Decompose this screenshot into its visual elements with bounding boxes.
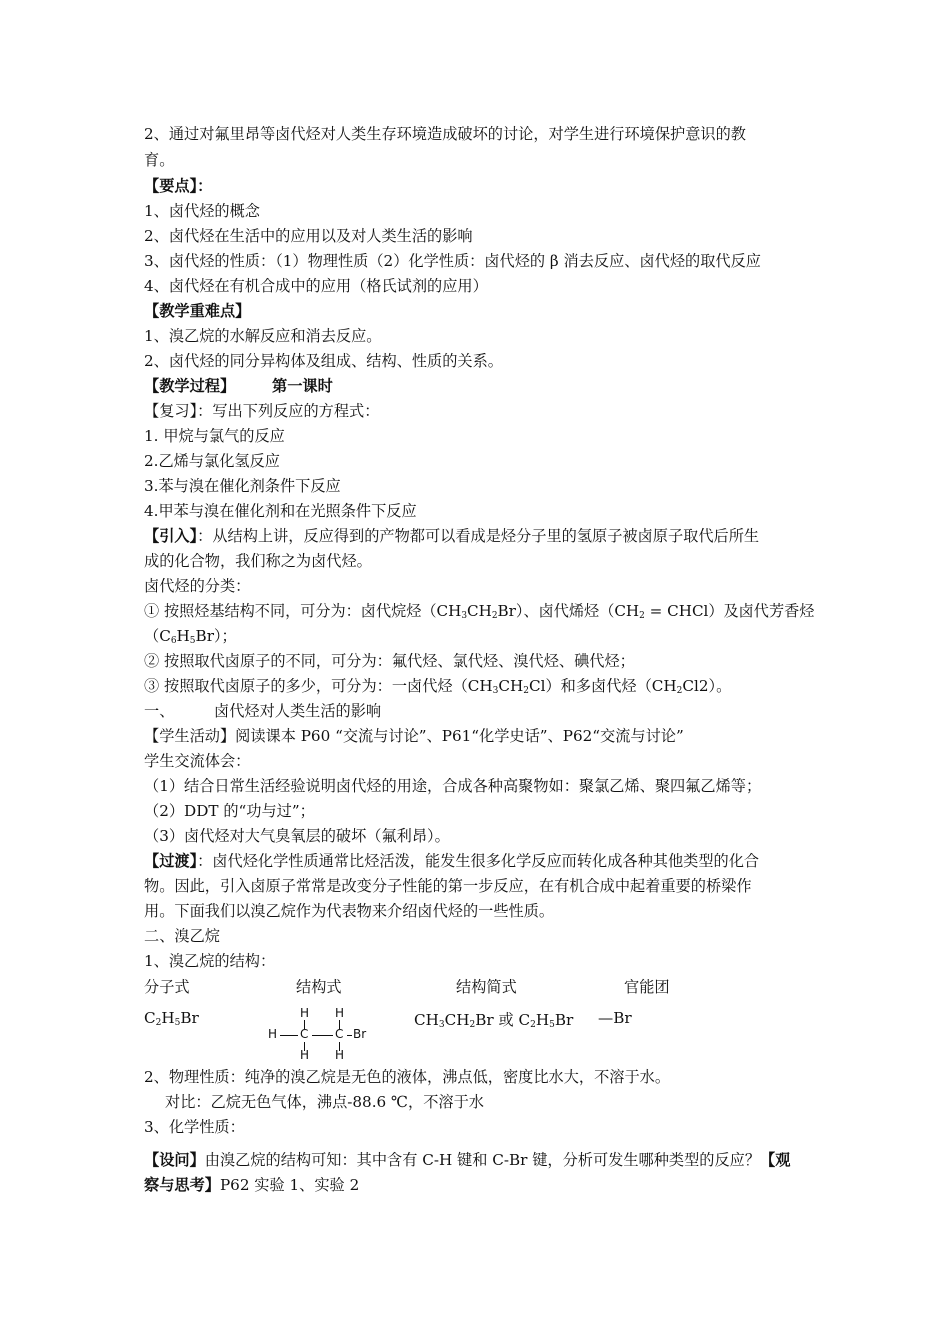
text-line: 【复习】：写出下列反应的方程式： <box>144 402 380 420</box>
subscript: 5 <box>549 1020 555 1030</box>
text-line: 2、卤代烃的同分异构体及组成、结构、性质的关系。 <box>144 352 503 370</box>
subscript: 2 <box>469 1020 476 1030</box>
text-span: = CHCl）及卤代芳香烃 <box>644 602 815 620</box>
section-heading: 【教学过程】 <box>144 377 236 395</box>
text-line: 学生交流体会： <box>144 752 251 770</box>
text-span: CH <box>444 1011 470 1029</box>
text-span: Br <box>554 1011 574 1029</box>
text-line: （1）结合日常生活经验说明卤代烃的用途，合成各种高聚物如：聚氯乙烯、聚四氟乙烯等； <box>144 777 762 795</box>
inline-heading: 【观 <box>760 1151 791 1169</box>
table-header: 结构式 <box>296 978 342 996</box>
inline-heading: 【设问】 <box>144 1151 205 1169</box>
text-span: P62 实验 1、实验 2 <box>219 1176 360 1194</box>
text-line: （3）卤代烃对大气臭氧层的破坏（氟利昂）。 <box>144 827 450 845</box>
condensed-formula <box>414 1009 573 1030</box>
text-line: 1、溴乙烷的结构： <box>144 952 276 970</box>
text-span: Br）、卤代烯烃（CH <box>497 602 640 620</box>
subscript: 6 <box>170 636 177 646</box>
subscript: 5 <box>189 636 196 646</box>
subscript: 3 <box>438 1020 445 1030</box>
text-line: 3、卤代烃的性质：（1）物理性质（2）化学性质：卤代烃的 β 消去反应、卤代烃的取代反应 <box>144 252 761 270</box>
text-span: CH <box>498 677 524 695</box>
subscript: 5 <box>174 1018 181 1028</box>
text-span: H <box>535 1011 550 1029</box>
text-line <box>144 524 759 548</box>
inline-heading: 【引入】 <box>144 527 198 545</box>
text-span: CH <box>467 602 492 620</box>
subscript: 2 <box>491 611 498 621</box>
text-span: Cl）和多卤代烃（CH <box>528 677 677 695</box>
text-line <box>144 1148 790 1172</box>
molecular-formula <box>144 1009 199 1028</box>
subscript: 2 <box>155 1018 162 1028</box>
structural-formula <box>268 1004 368 1074</box>
text-line: 卤代烃的分类： <box>144 577 251 595</box>
text-line: 3、化学性质： <box>144 1118 245 1136</box>
text-line: （2）DDT 的“功与过”； <box>144 802 315 820</box>
text-line: 2、卤代烃在生活中的应用以及对人类生活的影响 <box>144 227 473 245</box>
text-line: 成的化合物，我们称之为卤代烃。 <box>144 552 372 570</box>
text-span: ① 按照烃基结构不同，可分为：卤代烷烃（CH <box>144 602 462 620</box>
atom-c: C <box>335 1027 344 1041</box>
text-line: 1、溴乙烷的水解反应和消去反应。 <box>144 327 382 345</box>
text-line: 4、卤代烃在有机合成中的应用（格氏试剂的应用） <box>144 277 488 295</box>
subscript: 3 <box>492 686 499 696</box>
atom-h: H <box>335 1048 345 1062</box>
section-heading: 【要点】： <box>144 177 213 195</box>
table-header: 结构简式 <box>456 978 517 996</box>
subscript: 2 <box>530 1020 536 1030</box>
text-line: 物。因此，引入卤原子常常是改变分子性能的第一步反应，在有机合成中起着重要的桥梁作 <box>144 877 752 895</box>
text-span: C <box>144 1009 156 1027</box>
text-line: 对比：乙烷无色气体，沸点-88.6 ℃，不溶于水 <box>165 1093 484 1111</box>
subscript: 3 <box>461 611 468 621</box>
atom-h: H <box>268 1027 278 1041</box>
functional-group: —Br <box>598 1009 632 1027</box>
text-span: H <box>176 627 190 645</box>
text-line: 卤代烃对人类生活的影响 <box>214 702 382 720</box>
text-line: 4.甲苯与溴在催化剂和在光照条件下反应 <box>144 502 417 520</box>
text-line: 1. 甲烷与氯气的反应 <box>144 427 285 445</box>
bond <box>280 1035 298 1036</box>
text-span: Cl2）。 <box>682 677 732 695</box>
text-span: ：卤代烃化学性质通常比烃活泼，能发生很多化学反应而转化成各种其他类型的化合 <box>197 852 760 870</box>
text-span: Br 或 C <box>475 1011 531 1029</box>
inline-heading: 【过渡】 <box>144 852 198 870</box>
atom-br: Br <box>353 1027 367 1041</box>
atom-h: H <box>300 1006 310 1020</box>
text-span: Br <box>180 1009 199 1027</box>
atom-c: C <box>300 1027 309 1041</box>
atom-h: H <box>300 1048 310 1062</box>
text-line: 3.苯与溴在催化剂条件下反应 <box>144 477 341 495</box>
text-line: 2.乙烯与氯化氢反应 <box>144 452 280 470</box>
atom-h: H <box>335 1006 345 1020</box>
text-line <box>144 1173 359 1197</box>
text-line <box>144 849 759 873</box>
text-span: H <box>161 1009 175 1027</box>
text-line: 1、卤代烃的概念 <box>144 202 260 220</box>
text-line: 一、 <box>144 702 175 720</box>
text-span: ③ 按照取代卤原子的多少，可分为：一卤代烃（CH <box>144 677 493 695</box>
bond <box>312 1035 333 1036</box>
text-span: ：从结构上讲，反应得到的产物都可以看成是烃分子里的氢原子被卤原子取代后所生 <box>197 527 760 545</box>
subscript: 2 <box>523 686 529 696</box>
lesson-label: 第一课时 <box>272 377 333 395</box>
text-line: 2、通过对氟里昂等卤代烃对人类生存环境造成破坏的讨论，对学生进行环境保护意识的教 <box>144 125 746 143</box>
text-line: 育。 <box>144 151 175 169</box>
text-line: ② 按照取代卤原子的不同，可分为：氟代烃、氯代烃、溴代烃、碘代烃； <box>144 652 635 670</box>
subscript: 2 <box>676 686 683 696</box>
text-line: 二、溴乙烷 <box>144 927 220 945</box>
bond <box>347 1035 352 1036</box>
section-heading: 【教学重难点】 <box>144 302 251 320</box>
text-line: 用。下面我们以溴乙烷作为代表物来介绍卤代烃的一些性质。 <box>144 902 555 920</box>
text-line: 【学生活动】阅读课本 P60 “交流与讨论”、P61“化学史话”、P62“交流与讨论” <box>144 727 684 745</box>
text-line: 2、物理性质：纯净的溴乙烷是无色的液体，沸点低，密度比水大，不溶于水。 <box>144 1068 671 1086</box>
text-span: Br）； <box>195 627 237 645</box>
table-header: 分子式 <box>144 978 190 996</box>
text-span: CH <box>414 1011 439 1029</box>
text-span: 由溴乙烷的结构可知：其中含有 C-H 键和 C-Br 键，分析可发生哪种类型的反应？ <box>204 1151 761 1169</box>
inline-heading: 察与思考】 <box>144 1176 220 1194</box>
text-line <box>144 599 814 628</box>
subscript: 2 <box>639 611 645 621</box>
text-span: （C <box>144 627 171 645</box>
table-header: 官能团 <box>624 978 670 996</box>
